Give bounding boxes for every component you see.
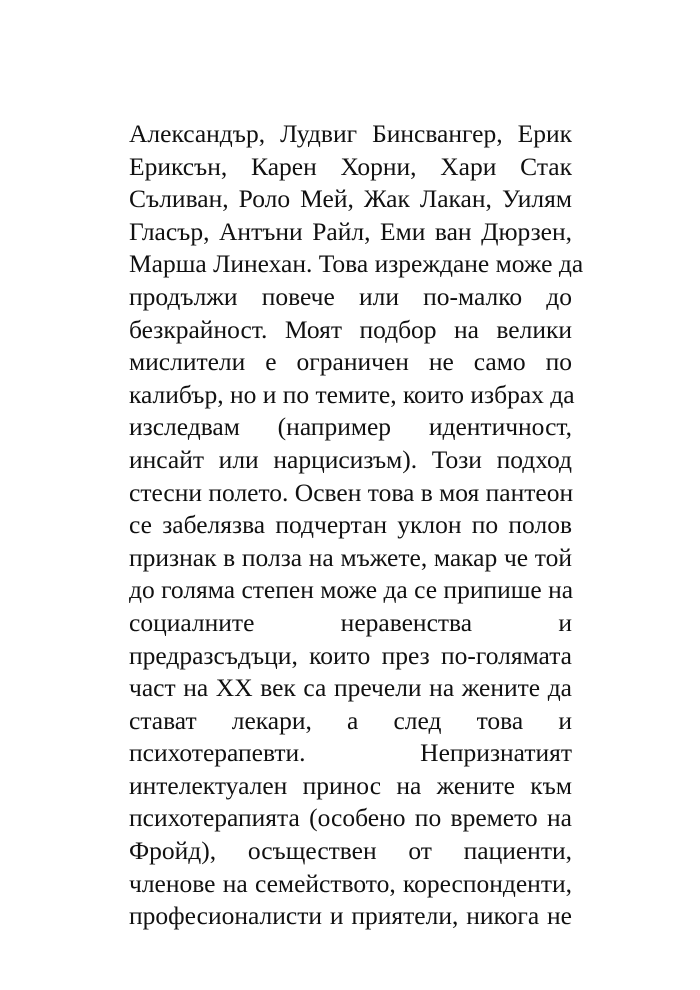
body-text [129, 118, 584, 933]
text-line: Фройд), осъществен от пациенти, [129, 836, 572, 866]
text-line: стават лекари, а след това и [129, 705, 572, 735]
text-line: до голяма степен може да се припише на [129, 575, 574, 605]
text-line: стесни полето. Освен това в моя пантеон [129, 477, 574, 507]
text-line: Александър, Лудвиг Бинсвангер, Ерик [129, 119, 572, 148]
text-line: инсайт или нарцисизъм). Този подход [129, 444, 572, 474]
text-line: професионалисти и приятели, никога не [129, 901, 572, 931]
text-line: Съливан, Роло Мей, Жак Лакан, Уилям [129, 184, 572, 214]
text-line: признак в полза на мъжете, макар че той [129, 542, 572, 572]
text-line: част на XX век са пречели на жените да [129, 673, 572, 703]
text-line: Ериксън, Карен Хорни, Хари Стак [129, 151, 572, 181]
text-line: безкрайност. Моят подбор на велики [129, 314, 572, 344]
text-line: психотерапевти. Непризнатият [129, 738, 572, 768]
text-line: мислители е ограничен не само по [129, 347, 572, 377]
text-line: интелектуален принос на жените към [129, 770, 572, 800]
text-line: Марша Линехан. Това изреждане може да [129, 249, 584, 279]
text-line: членове на семейството, кореспонденти, [129, 868, 572, 898]
text-line: калибър, но и по темите, които избрах да [129, 379, 575, 409]
text-line: изследвам (например идентичност, [129, 412, 572, 442]
text-line: се забелязва подчертан уклон по полов [129, 510, 572, 540]
text-line: предразсъдъци, които през по-голямата [129, 640, 572, 670]
text-line: психотерапията (особено по времето на [129, 803, 572, 833]
text-line: Гласър, Антъни Райл, Еми ван Дюрзен, [129, 216, 572, 246]
text-line: социалните неравенства и [129, 607, 572, 637]
text-line: продължи повече или по-малко до [129, 281, 572, 311]
